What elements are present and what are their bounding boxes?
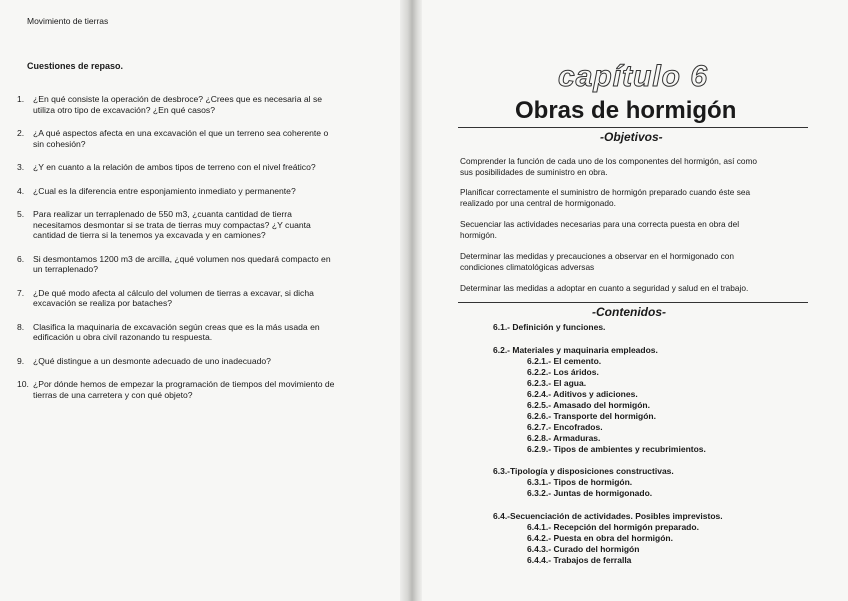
chapter-label: capítulo 6 [558,60,709,93]
question-item: 1. ¿En qué consiste la operación de desbroce? ¿Crees que es necesaria al se utiliza otro tipo de excavación? ¿En qué casos? [17,94,323,115]
toc-entry: 6.4.4.- Trabajos de ferralla [527,555,632,565]
toc-entry: 6.2.8.- Armaduras. [527,433,601,443]
review-questions-list [17,94,372,413]
toc-entry: 6.4.3.- Curado del hormigón [527,544,640,554]
toc-entry: 6.2.1.- El cemento. [527,356,602,366]
question-item: 3. ¿Y en cuanto a la relación de ambos tipos de terreno con el nivel freático? [17,162,316,172]
question-item: 9. ¿Qué distingue a un desmonte adecuado de uno inadecuado? [17,355,271,366]
objective-item: Determinar las medidas y precauciones a observar en el hormigonado con condiciones climatológicas adversas [460,251,734,272]
toc-entry: 6.3.-Tipología y disposiciones constructivas. [493,466,674,476]
toc-entry: 6.2.- Materiales y maquinaria empleados. [493,345,658,355]
toc-entry: 6.3.1.- Tipos de hormigón. [527,477,633,487]
question-item: 10. ¿Por dónde hemos de empezar la programación de tiempos del movimiento de tierras de una carretera y con qué objeto? [17,379,335,400]
question-item: 5. Para realizar un terraplenado de 550 m3, ¿cuanta cantidad de tierra necesitamos desmontar si se trata de tierras muy compactas? ¿Y cuanta cantidad de tierra si la tenemos ya excavada y en camiones? [17,209,311,240]
toc-entry: 6.4.-Secuenciación de actividades. Posibles imprevistos. [493,511,723,521]
toc-entry: 6.3.2.- Juntas de hormigonado. [527,488,653,498]
toc-entry: 6.2.6.- Transporte del hormigón. [527,411,656,421]
question-item: 7. ¿De qué modo afecta al cálculo del volumen de tierras a excavar, si dicha excavación se realiza por bataches? [17,287,314,308]
toc-entry: 6.4.2.- Puesta en obra del hormigón. [527,533,673,543]
objective-item: Determinar las medidas a adoptar en cuanto a seguridad y salud en el trabajo. [460,283,749,293]
objective-item: Comprender la función de cada uno de los componentes del hormigón, así como sus posibilidades de suministro en obra. [460,156,758,177]
review-title: Cuestiones de repaso. [27,61,124,71]
question-item: 4. ¿Cual es la diferencia entre esponjamiento inmediato y permanente? [17,185,296,196]
contents-rule [458,302,808,303]
toc-entry: 6.2.4.- Aditivos y adiciones. [527,389,638,399]
title-rule [458,127,808,128]
objective-item: Secuenciar las actividades necesarias para una correcta puesta en obra del hormigón. [460,219,740,240]
objective-item: Planificar correctamente el suministro de hormigón preparado cuando éste sea realizado por una central de hormigonado. [460,187,751,208]
toc-entry: 6.2.5.- Amasado del hormigón. [527,400,650,410]
contents-heading: -Contenidos- [592,305,666,319]
toc-entry: 6.2.3.- El agua. [527,378,587,388]
toc-entry: 6.1.- Definición y funciones. [493,322,606,332]
running-header: Movimiento de tierras [27,16,109,26]
objectives-heading: -Objetivos- [600,130,663,144]
toc-entry: 6.2.2.- Los áridos. [527,367,599,377]
toc-entry: 6.2.7.- Encofrados. [527,422,603,432]
book-gutter [400,0,422,601]
question-item: 2. ¿A qué aspectos afecta en una excavación el que un terreno sea coherente o sin cohesión? [17,128,329,149]
toc-entry: 6.4.1.- Recepción del hormigón preparado. [527,522,699,532]
toc-entry: 6.2.9.- Tipos de ambientes y recubrimientos. [527,444,706,454]
question-item: 8. Clasifica la maquinaria de excavación según creas que es la más usada en edificación u obra civil razonando tu respuesta. [17,321,320,342]
question-item: 6. Si desmontamos 1200 m3 de arcilla, ¿qué volumen nos quedará compacto en un terraplenado? [17,253,331,274]
chapter-title: Obras de hormigón [515,97,737,124]
